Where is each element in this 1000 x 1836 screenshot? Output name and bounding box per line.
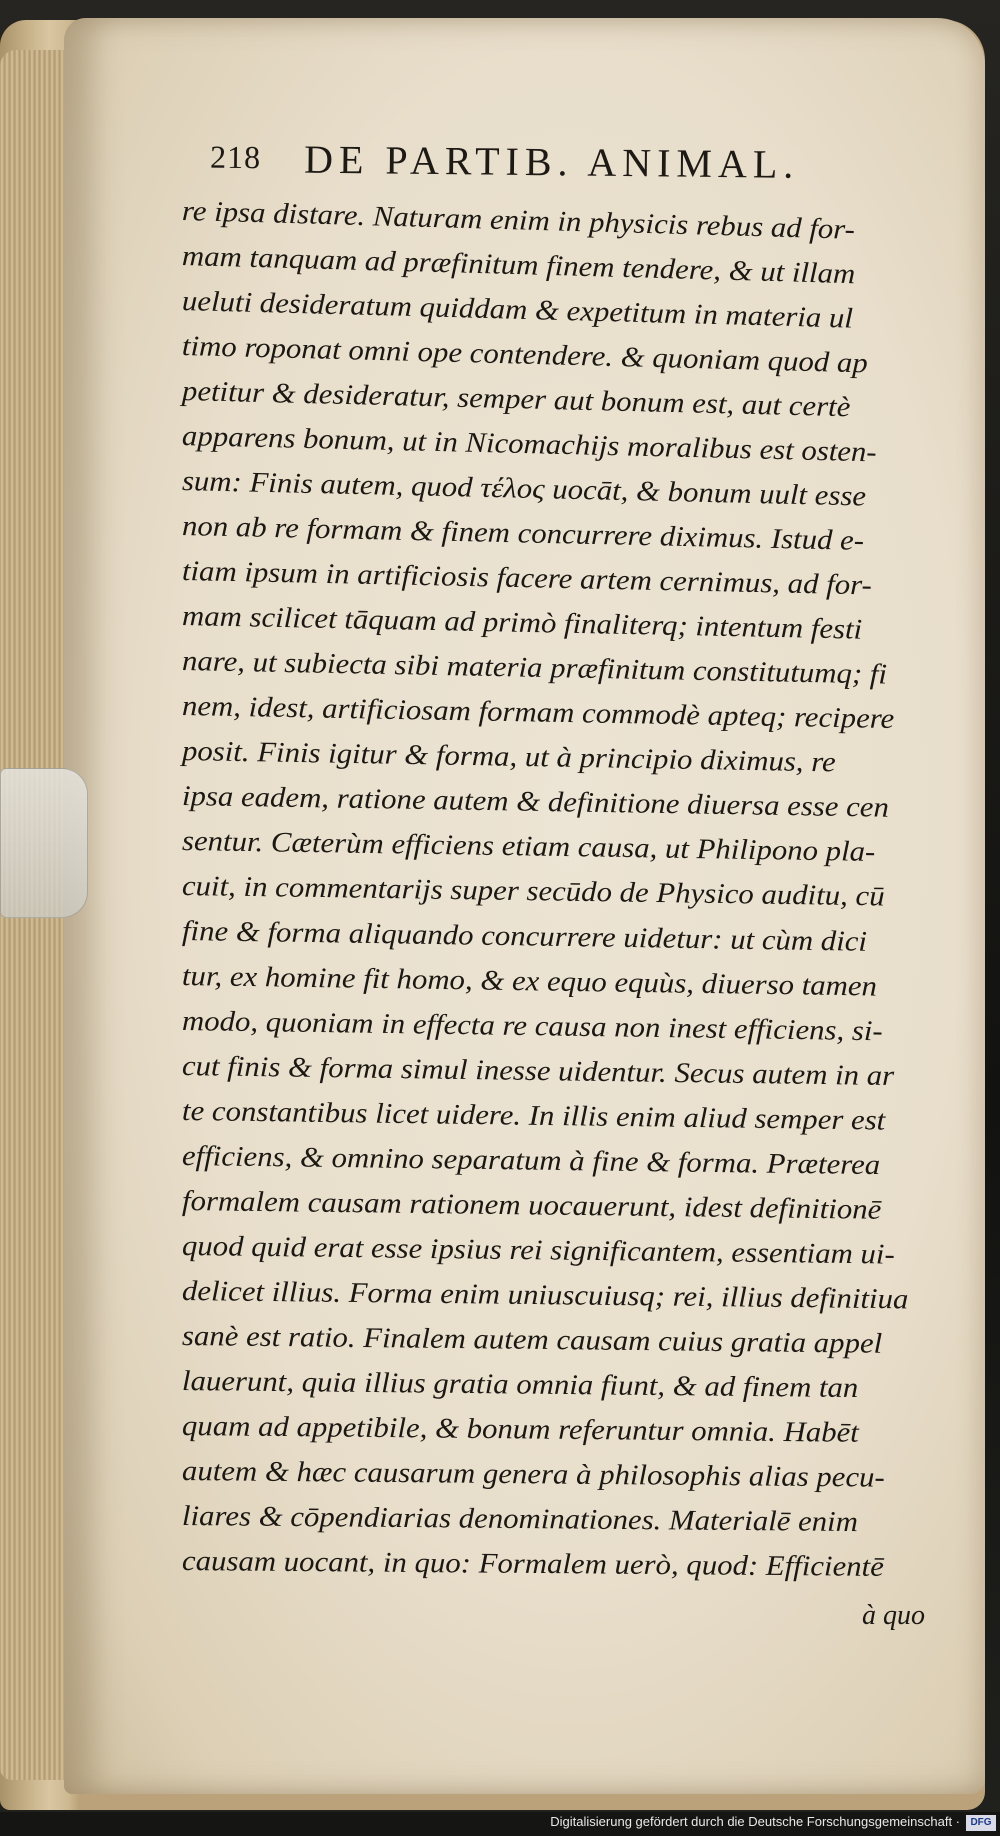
text-line: tur, ex homine fit homo, & ex equo equùs, diuerso tamen: [181, 961, 878, 1003]
footer-credit: Digitalisierung gefördert durch die Deutsche Forschungsgemeinschaft ·: [550, 1814, 960, 1829]
page-number: 218: [209, 138, 262, 176]
text-line: mam scilicet tāquam ad primò finaliterq; intentum festi: [181, 601, 863, 646]
text-line: efficiens, & omnino separatum à fine & forma. Præterea: [181, 1141, 881, 1182]
text-line: sum: Finis autem, quod τέλος uocāt, & bonum uult esse: [181, 466, 867, 513]
text-line: cut finis & forma simul inesse uidentur. Secus autem in ar: [181, 1051, 895, 1093]
text-line: cuit, in commentarijs super secūdo de Physico auditu, cū: [181, 871, 885, 913]
text-line: apparens bonum, ut in Nicomachijs moralibus est osten-: [181, 421, 877, 469]
text-line: re ipsa distare. Naturam enim in physicis rebus ad for-: [181, 196, 856, 246]
text-line: delicet illius. Forma enim uniuscuiusq; rei, illius definitiua: [181, 1276, 909, 1316]
text-line: modo, quoniam in effecta re causa non inest efficiens, si-: [181, 1006, 883, 1048]
text-line: nem, idest, artificiosam formam commodè apteq; recipere: [181, 691, 895, 736]
text-line: mam tanquam ad præfinitum finem tendere, & ut illam: [181, 241, 856, 291]
tab-marker: [0, 768, 88, 918]
text-line: timo roponat omni ope contendere. & quoniam quod ap: [181, 331, 869, 380]
text-line: lauerunt, quia illius gratia omnia fiunt, & ad finem tan: [181, 1366, 859, 1405]
text-line: sanè est ratio. Finalem autem causam cuius gratia appel: [181, 1321, 883, 1360]
text-line: tiam ipsum in artificiosis facere artem cernimus, ad for-: [181, 556, 873, 602]
footer-bar: [0, 1812, 1000, 1836]
text-line: posit. Finis igitur & forma, ut à principio diximus, re: [181, 736, 836, 779]
text-line: quod quid erat esse ipsius rei significantem, essentiam ui-: [181, 1231, 895, 1271]
text-line: non ab re formam & finem concurrere diximus. Istud e-: [181, 511, 865, 557]
text-line: formalem causam rationem uocauerunt, idest definitionē: [181, 1186, 882, 1226]
text-line: petitur & desideratur, semper aut bonum est, aut certè: [181, 376, 851, 424]
text-line: autem & hæc causarum genera à philosophis alias pecu-: [181, 1456, 885, 1494]
text-line: ueluti desideratum quiddam & expetitum in materia ul: [181, 286, 854, 335]
text-line: te constantibus licet uidere. In illis enim aliud semper est: [181, 1096, 886, 1137]
text-line: liares & cōpendiarias denominationes. Materialē enim: [181, 1501, 859, 1539]
text-line: fine & forma aliquando concurrere uidetur: ut cùm dici: [181, 916, 868, 958]
running-head: [210, 135, 851, 202]
text-line: nare, ut subiecta sibi materia præfinitum constitutumq; fi: [181, 646, 888, 691]
text-line: sentur. Cæterùm efficiens etiam causa, ut Philipono pla-: [181, 826, 876, 868]
text-line: ipsa eadem, ratione autem & definitione diuersa esse cen: [181, 781, 890, 824]
catchword: à quo: [862, 1600, 925, 1631]
text-line: causam uocant, in quo: Formalem uerò, quod: Efficientē: [181, 1546, 884, 1583]
dfg-logo: DFG: [966, 1815, 996, 1831]
running-head-title: DE PARTIB. ANIMAL.: [303, 136, 800, 187]
text-line: quam ad appetibile, & bonum referuntur omnia. Habēt: [181, 1411, 859, 1449]
